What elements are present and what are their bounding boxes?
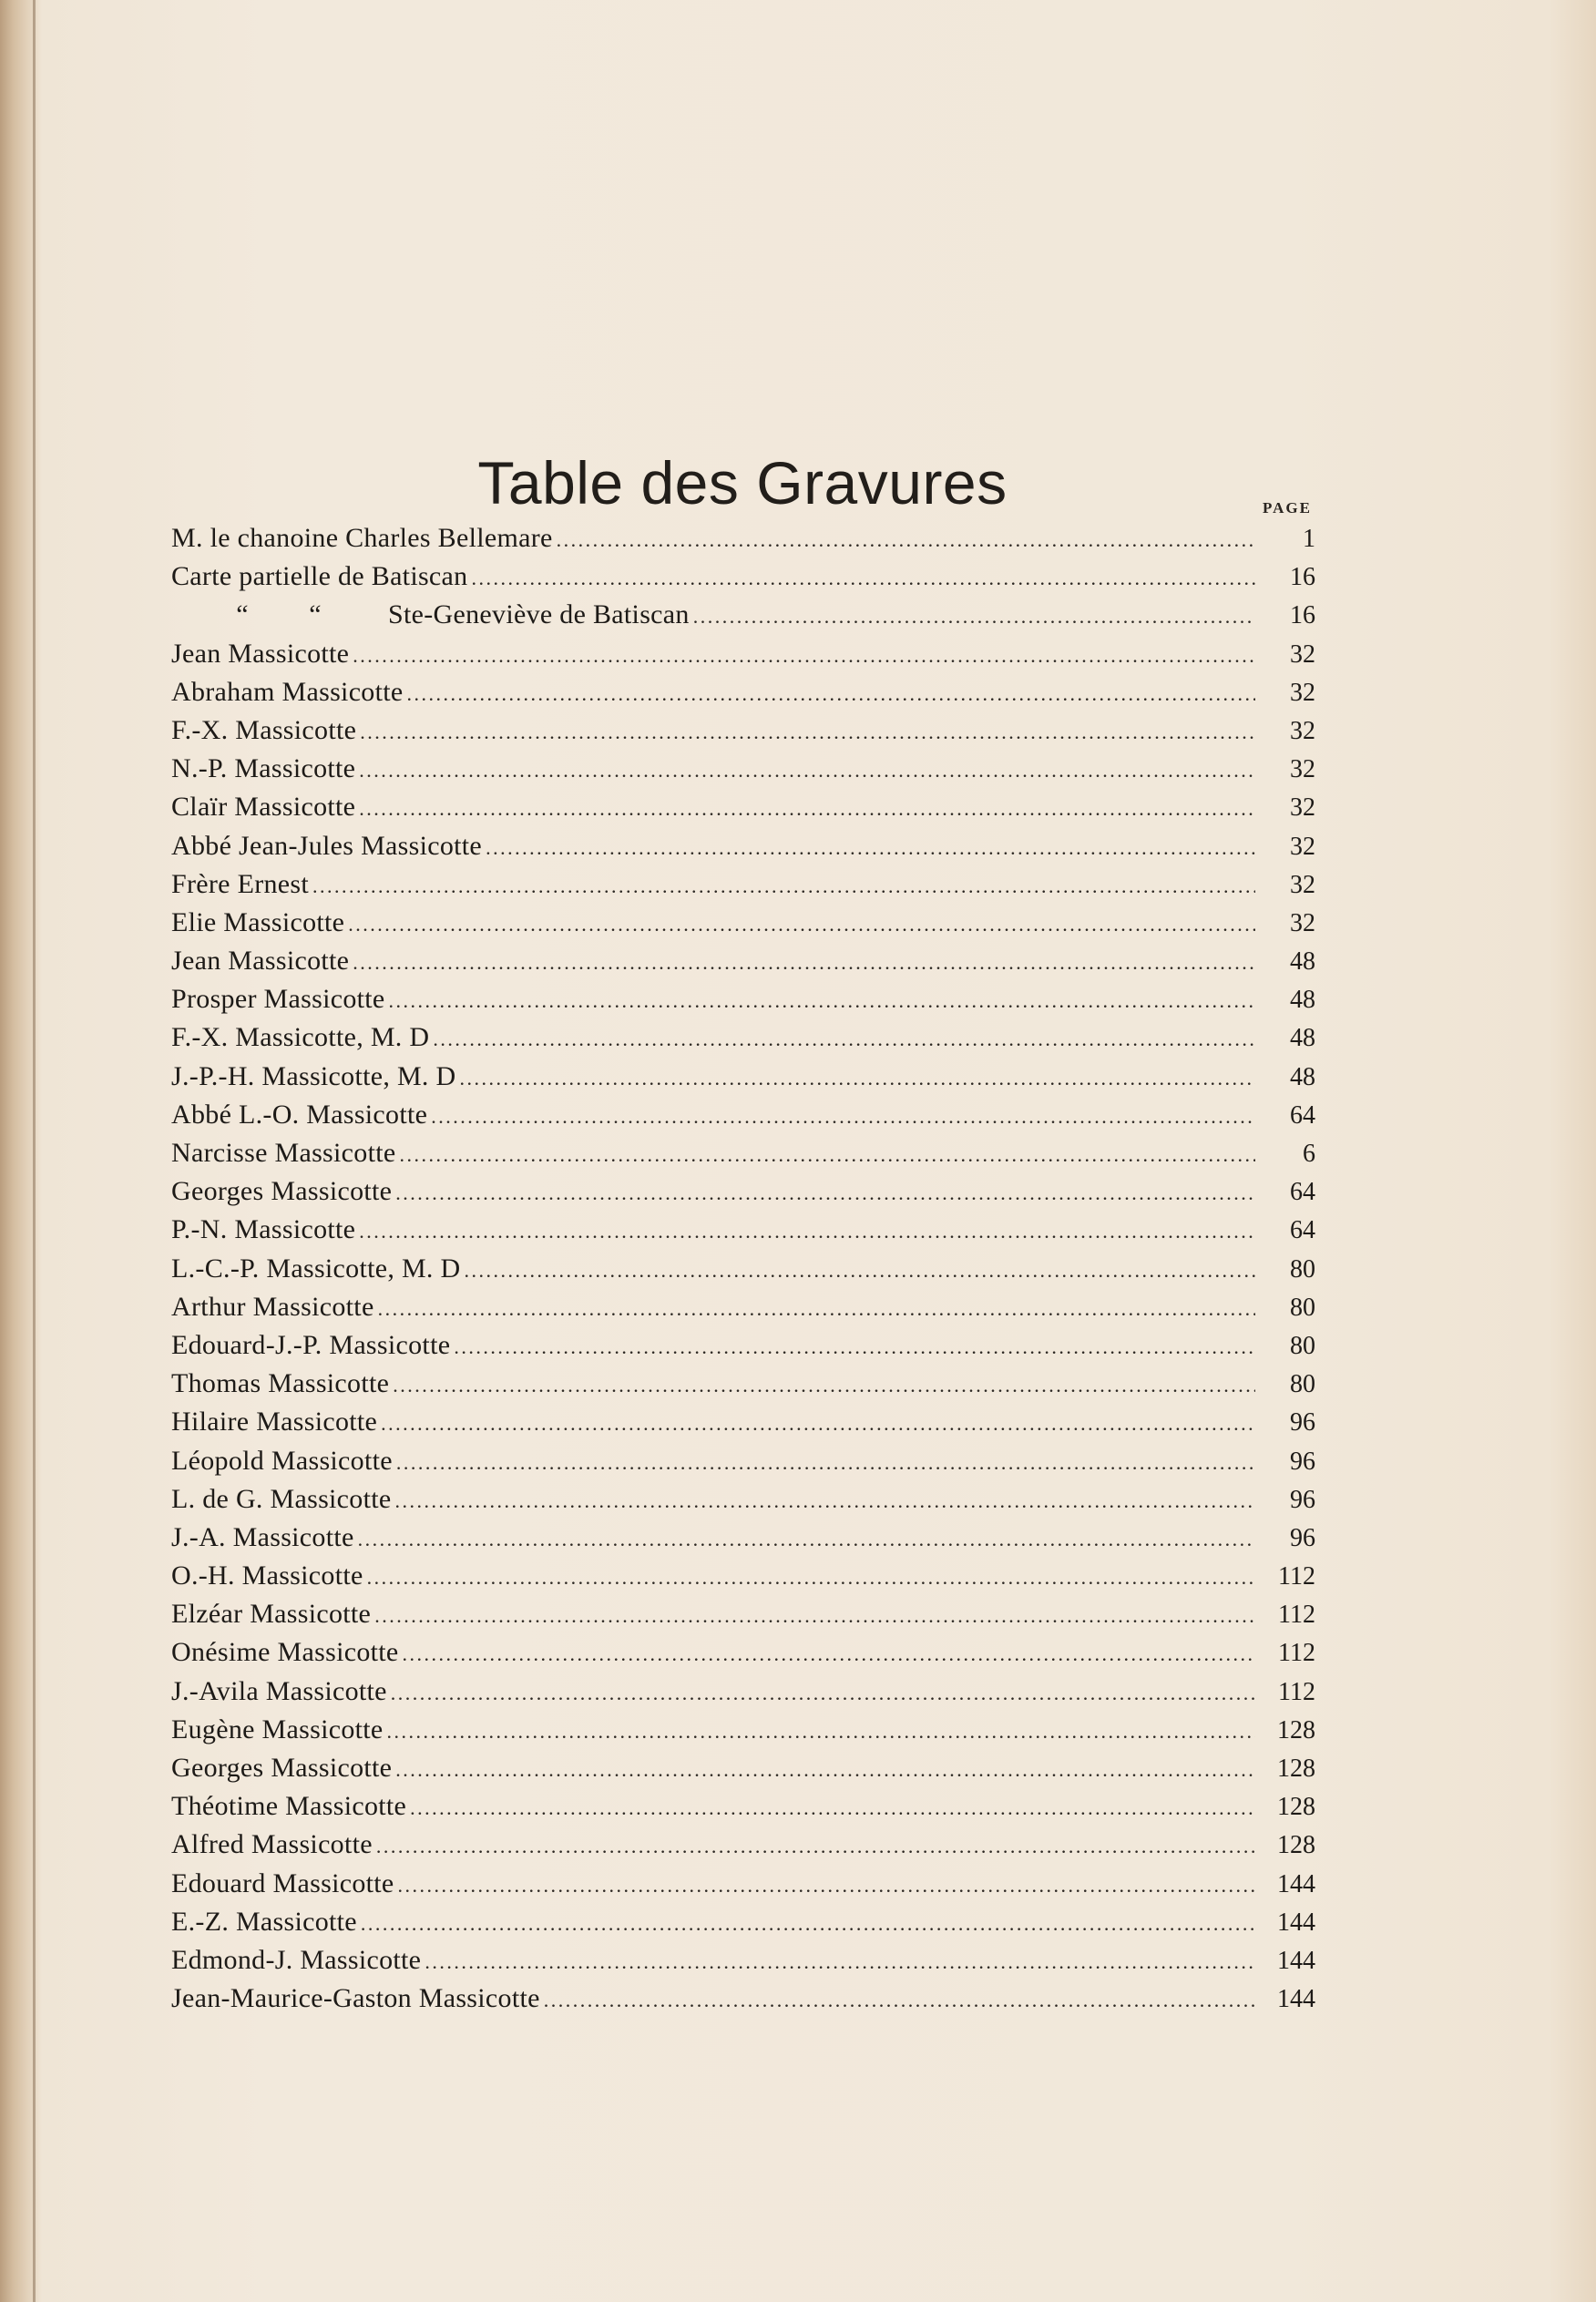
dot-leader (389, 982, 1255, 1020)
toc-entry-text: Edouard Massicotte (171, 1867, 394, 1898)
toc-entry-label (171, 1018, 429, 1057)
ditto-mark: “ (236, 599, 249, 630)
toc-entry-label (171, 1826, 373, 1864)
toc-page-number: 112 (1278, 1677, 1315, 1706)
dot-leader (381, 1405, 1255, 1443)
dot-leader (378, 1290, 1255, 1328)
toc-page-number: 112 (1278, 1601, 1315, 1630)
toc-entry-label (171, 1557, 363, 1595)
toc-entry-text: Carte partielle de Batiscan (171, 561, 468, 592)
ditto-mark: “ (309, 599, 322, 630)
toc-page-number: 144 (1277, 1946, 1315, 1975)
dot-leader (403, 1635, 1255, 1673)
toc-entry-label (171, 788, 355, 826)
toc-entry-label (171, 1403, 377, 1441)
toc-entry (171, 1633, 1315, 1672)
toc-entry (171, 1480, 1315, 1519)
dot-leader (360, 713, 1255, 752)
toc-entry (171, 1365, 1315, 1403)
toc-page-number: 144 (1277, 1908, 1315, 1937)
toc-entry (171, 1172, 1315, 1211)
toc-entry (171, 1711, 1315, 1749)
toc-entry-text: Elie Massicotte (171, 906, 345, 937)
toc-entry-text: F.-X. Massicotte, M. D (171, 1022, 430, 1053)
toc-entry-text: Thomas Massicotte (171, 1368, 390, 1399)
toc-entry-label (171, 1288, 374, 1326)
toc-page-number: 64 (1290, 1100, 1315, 1130)
toc-entry-label (171, 904, 344, 942)
toc-entry (171, 635, 1315, 673)
toc-page-number: 32 (1290, 870, 1315, 899)
binding-edge (33, 0, 36, 2302)
toc-page-number: 32 (1290, 793, 1315, 823)
toc-entry-text: L.-C.-P. Massicotte, M. D (171, 1253, 461, 1284)
toc-page-number: 80 (1290, 1254, 1315, 1284)
toc-entry-label (171, 1673, 387, 1711)
toc-entry-label (171, 1595, 371, 1633)
toc-page-number: 16 (1290, 563, 1315, 592)
toc-page-number: 16 (1290, 601, 1315, 630)
toc-entry-label (171, 711, 356, 750)
dot-leader (358, 1520, 1255, 1559)
toc-page-number: 48 (1290, 947, 1315, 977)
toc-entry (171, 1903, 1315, 1941)
toc-page-number: 128 (1277, 1831, 1315, 1860)
toc-page-number: 1 (1303, 525, 1315, 553)
toc-entry-text: J.-Avila Massicotte (171, 1675, 387, 1706)
page-column-header: PAGE (1263, 499, 1312, 517)
toc-entry-text: Arthur Massicotte (171, 1291, 374, 1322)
dot-leader (391, 1674, 1255, 1713)
toc-entry-text: Onésime Massicotte (171, 1637, 399, 1668)
toc-entry-label (171, 1941, 421, 1980)
toc-page-number: 64 (1290, 1178, 1315, 1207)
toc-entry-text: Hilaire Massicotte (171, 1407, 378, 1437)
toc-entry (171, 750, 1315, 788)
toc-entry-text: M. le chanoine Charles Bellemare (171, 523, 553, 553)
toc-entry-label (171, 519, 553, 558)
toc-entry-label (171, 1442, 393, 1480)
toc-page-number: 144 (1277, 1985, 1315, 2014)
toc-page-number: 32 (1290, 716, 1315, 745)
toc-entry (171, 1749, 1315, 1787)
toc-entry-text: Jean Massicotte (171, 946, 350, 977)
dot-leader (312, 867, 1255, 905)
toc-entry-label (171, 1787, 406, 1826)
toc-entry-text: Georges Massicotte (171, 1176, 393, 1207)
toc-entry (171, 1941, 1315, 1980)
toc-entry (171, 1787, 1315, 1826)
toc-entry-text: F.-X. Massicotte (171, 714, 357, 745)
dot-leader (359, 752, 1255, 790)
toc-entry (171, 596, 1315, 634)
dot-leader (395, 1751, 1255, 1789)
toc-entry-text: Georges Massicotte (171, 1753, 393, 1783)
toc-entry (171, 1250, 1315, 1288)
toc-entry-label (171, 1633, 399, 1672)
dot-leader (425, 1943, 1255, 1981)
toc-entry-label (171, 1326, 450, 1365)
toc-page-number: 112 (1278, 1639, 1315, 1668)
toc-entry-label (171, 1480, 391, 1519)
toc-entry-label (171, 558, 467, 596)
toc-entry-text: Alfred Massicotte (171, 1829, 373, 1860)
toc-entry-text: J.-P.-H. Massicotte, M. D (171, 1060, 456, 1091)
toc-entry-text: N.-P. Massicotte (171, 753, 356, 784)
toc-entry-label (171, 1172, 392, 1211)
toc-entry-text: Abbé L.-O. Massicotte (171, 1099, 428, 1130)
toc-entry-text: O.-H. Massicotte (171, 1560, 363, 1591)
toc-entry-text: Narcisse Massicotte (171, 1138, 396, 1168)
toc-entry-text: Prosper Massicotte (171, 984, 385, 1015)
toc-page-number: 32 (1290, 639, 1315, 669)
dot-leader (410, 1789, 1255, 1827)
dot-leader (486, 829, 1255, 867)
dot-leader (353, 944, 1255, 982)
toc-entry-text: Ste-Geneviève de Batiscan (388, 599, 690, 630)
toc-page-number: 32 (1290, 755, 1315, 784)
dot-leader (431, 1098, 1255, 1136)
toc-entry (171, 1980, 1315, 2018)
dot-leader (393, 1366, 1255, 1405)
dot-leader (407, 675, 1256, 713)
toc-entry-text: P.-N. Massicotte (171, 1214, 356, 1245)
toc-entry-text: Jean Massicotte (171, 638, 350, 669)
toc-entry-label (171, 1711, 384, 1749)
toc-page-number: 96 (1290, 1485, 1315, 1514)
toc-entry-label (171, 980, 385, 1018)
toc-entry-text: Abbé Jean-Jules Massicotte (171, 830, 483, 861)
toc-page-number: 48 (1290, 1062, 1315, 1091)
dot-leader (471, 559, 1255, 598)
toc-page-number: 32 (1290, 908, 1315, 937)
dot-leader (367, 1559, 1255, 1597)
toc-entry-label (171, 1211, 355, 1249)
toc-page-number: 6 (1303, 1140, 1315, 1168)
toc-entry-text: Frère Ernest (171, 868, 310, 899)
dot-leader (544, 1981, 1255, 2020)
toc-entry (171, 788, 1315, 826)
dot-leader (387, 1713, 1255, 1751)
toc-page-number: 144 (1277, 1869, 1315, 1898)
toc-entry (171, 558, 1315, 596)
toc-entry-label (171, 1903, 357, 1941)
toc-page-number: 96 (1290, 1408, 1315, 1437)
dot-leader (693, 598, 1255, 636)
toc-page-number: 32 (1290, 832, 1315, 861)
toc-entry-label (171, 942, 349, 980)
toc-entry-label (171, 1365, 389, 1403)
toc-entry-text: Eugène Massicotte (171, 1714, 384, 1744)
toc-entry-label (171, 750, 355, 788)
toc-entry (171, 711, 1315, 750)
toc-entry-text: Léopold Massicotte (171, 1445, 393, 1476)
toc-entry-text: Claïr Massicotte (171, 792, 356, 823)
toc-entry-label (171, 1134, 395, 1172)
toc-entry-text: Elzéar Massicotte (171, 1599, 372, 1630)
dot-leader (399, 1136, 1255, 1174)
toc-page-number: 128 (1277, 1755, 1315, 1783)
toc-entry (171, 673, 1315, 711)
toc-entry (171, 1557, 1315, 1595)
toc-entry (171, 519, 1315, 558)
dot-leader (394, 1482, 1255, 1520)
toc-entry (171, 1442, 1315, 1480)
toc-entry (171, 1134, 1315, 1172)
dot-leader (361, 1905, 1255, 1943)
toc-page-number: 32 (1290, 678, 1315, 707)
toc-page-number: 80 (1290, 1370, 1315, 1399)
toc-entry-label (171, 1980, 540, 2018)
toc-entry-label (171, 673, 404, 711)
toc-entry-text: Edmond-J. Massicotte (171, 1944, 422, 1975)
toc-entry (171, 1519, 1315, 1557)
toc-entry (171, 1288, 1315, 1326)
toc-entry (171, 942, 1315, 980)
table-of-engravings (171, 519, 1315, 2018)
dot-leader (454, 1328, 1255, 1366)
toc-entry-text: E.-Z. Massicotte (171, 1906, 357, 1937)
toc-entry-label (171, 1058, 456, 1096)
page-title: Table des Gravures (477, 449, 1008, 517)
toc-entry (171, 827, 1315, 865)
toc-entry (171, 1673, 1315, 1711)
dot-leader (398, 1867, 1255, 1905)
toc-entry-text: Edouard-J.-P. Massicotte (171, 1329, 451, 1360)
toc-page-number: 80 (1290, 1293, 1315, 1322)
toc-entry (171, 1018, 1315, 1057)
dot-leader (460, 1059, 1256, 1098)
toc-page-number: 48 (1290, 1024, 1315, 1053)
toc-entry (171, 1403, 1315, 1441)
toc-page-number: 48 (1290, 986, 1315, 1015)
toc-entry-text: Théotime Massicotte (171, 1791, 407, 1822)
dot-leader (376, 1827, 1255, 1866)
dot-leader (433, 1020, 1255, 1059)
toc-entry-label (171, 596, 690, 634)
toc-entry-label (171, 1865, 394, 1903)
dot-leader (374, 1597, 1255, 1635)
toc-page-number: 128 (1277, 1793, 1315, 1822)
toc-entry (171, 1096, 1315, 1134)
toc-entry-text: J.-A. Massicotte (171, 1521, 354, 1552)
toc-entry-text: L. de G. Massicotte (171, 1483, 392, 1514)
toc-entry (171, 1326, 1315, 1365)
toc-page-number: 128 (1277, 1715, 1315, 1744)
dot-leader (396, 1444, 1255, 1482)
dot-leader (353, 637, 1255, 675)
toc-entry-label (171, 635, 349, 673)
toc-entry (171, 1058, 1315, 1096)
toc-entry-label (171, 1250, 461, 1288)
toc-entry-text: Abraham Massicotte (171, 676, 404, 707)
toc-entry (171, 1595, 1315, 1633)
toc-page-number: 64 (1290, 1216, 1315, 1245)
toc-entry (171, 1826, 1315, 1864)
toc-entry (171, 865, 1315, 904)
dot-leader (465, 1252, 1256, 1290)
dot-leader (359, 1212, 1255, 1251)
toc-page-number: 96 (1290, 1523, 1315, 1552)
toc-entry-label (171, 1749, 392, 1787)
book-spine-shadow (0, 0, 42, 2302)
toc-page-number: 96 (1290, 1447, 1315, 1476)
dot-leader (359, 790, 1255, 828)
toc-page-number: 112 (1278, 1562, 1315, 1591)
toc-entry-label (171, 827, 482, 865)
toc-entry (171, 904, 1315, 942)
dot-leader (348, 905, 1255, 944)
dot-leader (557, 521, 1255, 559)
dot-leader (395, 1174, 1255, 1212)
toc-entry (171, 1865, 1315, 1903)
toc-entry (171, 980, 1315, 1018)
toc-entry-label (171, 865, 309, 904)
toc-entry (171, 1211, 1315, 1249)
toc-entry-label (171, 1519, 354, 1557)
toc-entry-text: Jean-Maurice-Gaston Massicotte (171, 1983, 540, 2014)
toc-page-number: 80 (1290, 1331, 1315, 1360)
toc-entry-label (171, 1096, 427, 1134)
